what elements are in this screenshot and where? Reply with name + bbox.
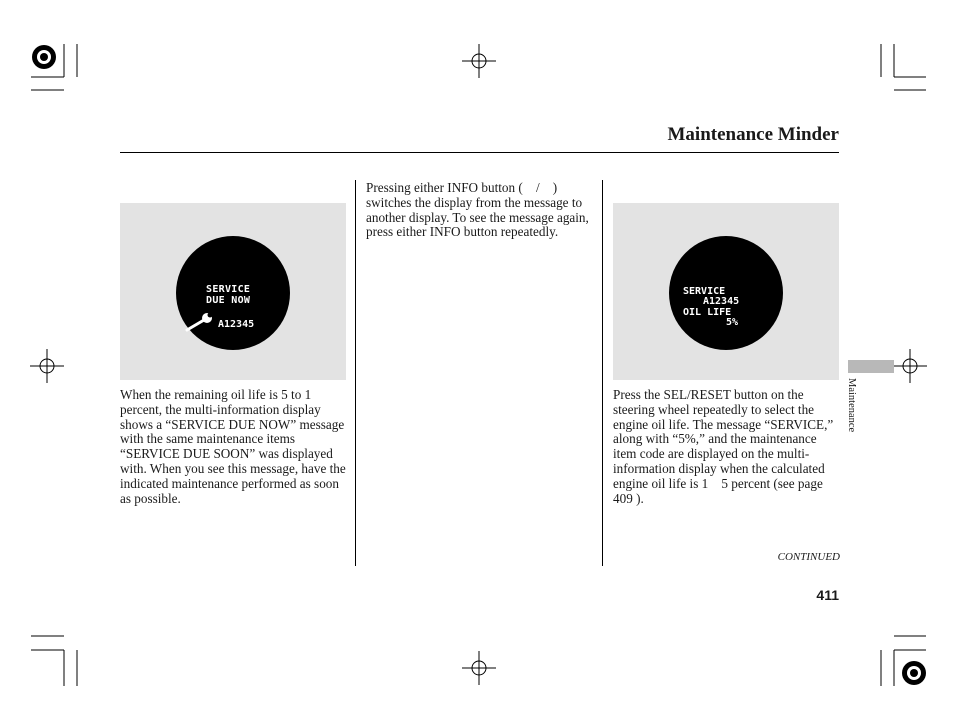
service-oil-life-display xyxy=(613,203,839,380)
column-divider-left xyxy=(355,180,356,566)
column-divider-right xyxy=(602,180,603,566)
display-line-2: DUE NOW xyxy=(206,295,251,306)
crosshair-left-middle xyxy=(30,349,64,383)
crop-mark-bottom-left xyxy=(31,636,77,686)
display-line-1: SERVICE xyxy=(683,286,726,297)
wrench-icon xyxy=(184,312,216,334)
crosshair-right-middle xyxy=(893,349,927,383)
display-line-1: SERVICE xyxy=(206,284,251,295)
crop-mark-top-right xyxy=(881,44,926,90)
page-number: 411 xyxy=(816,587,839,603)
page-title: Maintenance Minder xyxy=(667,124,839,145)
title-rule xyxy=(120,152,839,153)
display-line-3: OIL LIFE xyxy=(683,307,732,318)
display-oil-life-percent: 5% xyxy=(726,317,739,328)
display-maintenance-code: A12345 xyxy=(218,319,255,330)
continued-label: CONTINUED xyxy=(777,551,840,563)
left-column-text: When the remaining oil life is 5 to 1 percent, the multi-information display shows a “SERVICE DUE NOW” message with the same maintenance items “SERVICE DUE SOON” was displayed with. When you see this message, have the indicated maintenance performed as soon as possible. xyxy=(120,387,346,506)
right-column-text: Press the SEL/RESET button on the steering wheel repeatedly to select the engine oil life. The message “SERVICE,” along with “5%,” and the maintenance item code are displayed on the multi-information display when the calculated engine oil life is 1 5 percent (see page 409 ). xyxy=(613,387,834,506)
section-tab xyxy=(848,360,894,373)
crop-mark-top-left xyxy=(31,44,77,90)
display-maintenance-code: A12345 xyxy=(703,296,740,307)
section-tab-text: Maintenance xyxy=(846,378,857,433)
middle-column-text: Pressing either INFO button ( / ) switches the display from the message to another display. To see the message again, press either INFO button repeatedly. xyxy=(366,180,589,240)
crop-mark-bottom-right xyxy=(881,636,926,686)
crosshair-bottom-center xyxy=(462,651,496,685)
section-tab-label xyxy=(840,378,864,458)
crosshair-top-center xyxy=(462,44,496,78)
display-panel-left xyxy=(120,203,346,380)
display-panel-right xyxy=(613,203,839,380)
